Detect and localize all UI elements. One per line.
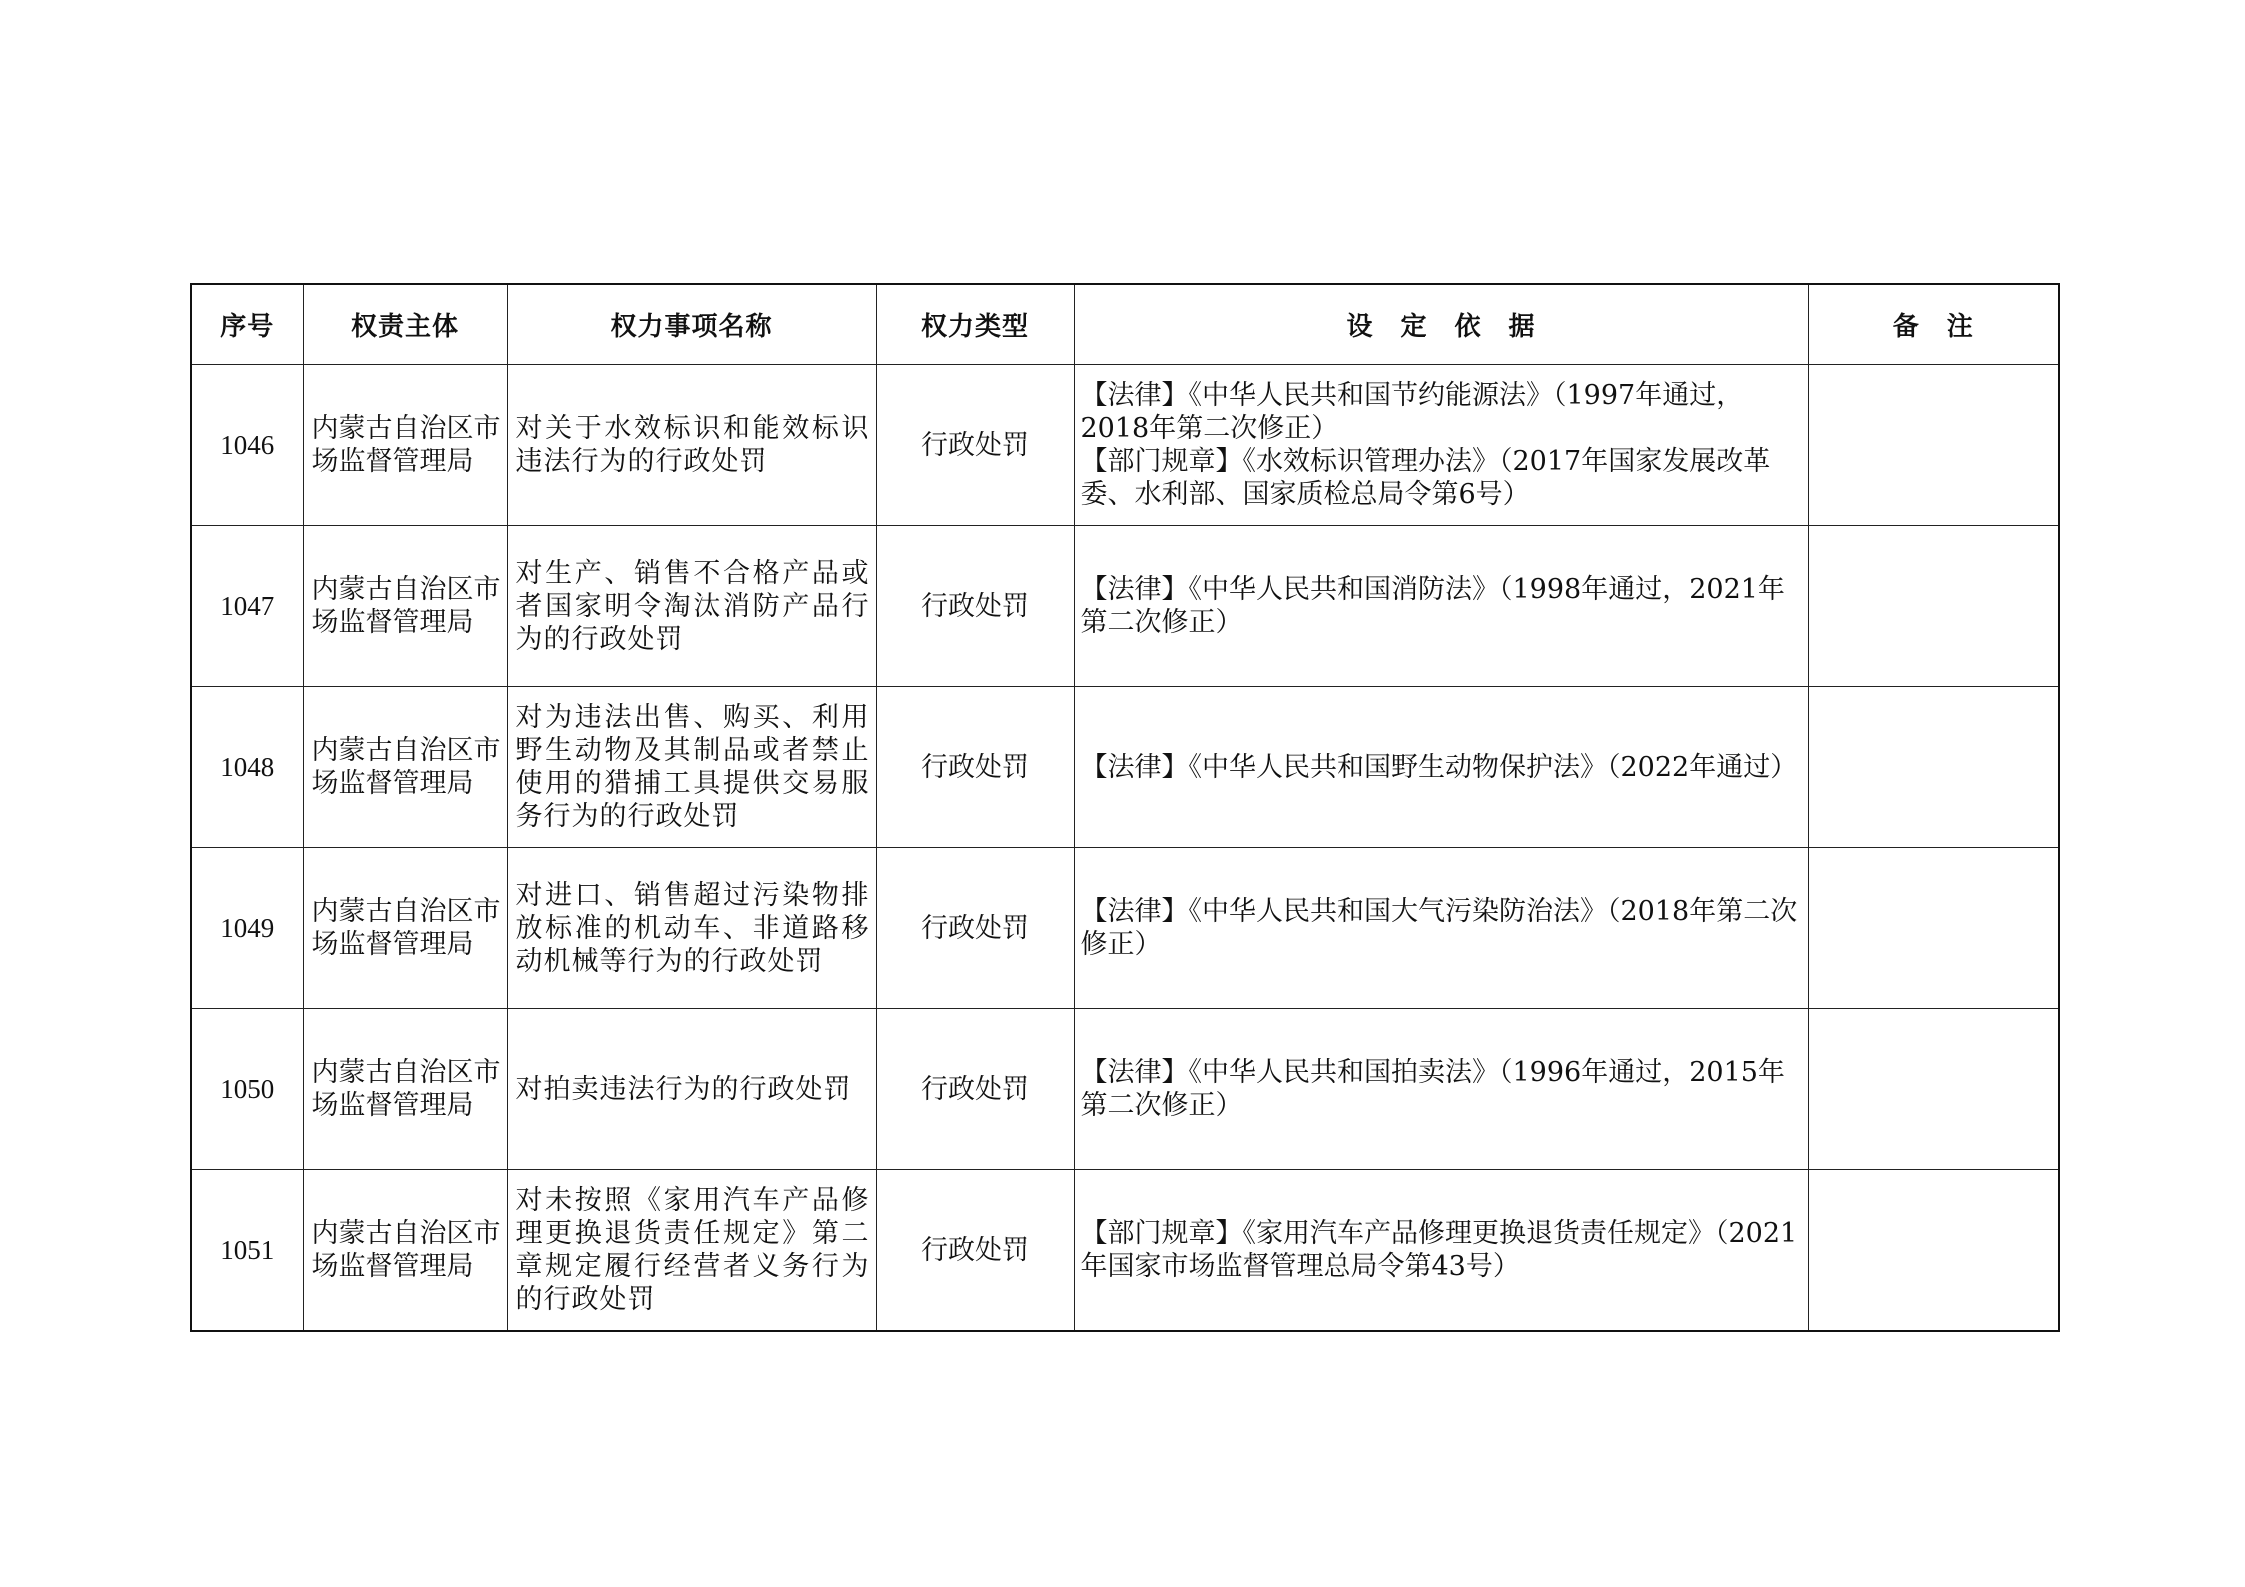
cell-seq: 1051 <box>191 1170 303 1332</box>
cell-basis <box>1074 526 1808 687</box>
cell-type: 行政处罚 <box>876 687 1074 848</box>
cell-seq: 1046 <box>191 365 303 526</box>
table-header <box>191 284 2059 365</box>
header-row <box>191 284 2059 365</box>
cell-type: 行政处罚 <box>876 1170 1074 1332</box>
basis-line: 【部门规章】《水效标识管理办法》（2017年国家发展改革委、水利部、国家质检总局令第6号） <box>1080 446 1771 510</box>
cell-remark <box>1808 365 2059 526</box>
basis-line: 【法律】《中华人民共和国拍卖法》（1996年通过，2015年第二次修正） <box>1080 1057 1785 1121</box>
table-body <box>191 365 2059 1332</box>
cell-item: 对未按照《家用汽车产品修理更换退货责任规定》第二章规定履行经营者义务行为的行政处罚 <box>507 1170 876 1332</box>
table-row <box>191 526 2059 687</box>
basis-line: 【法律】《中华人民共和国大气污染防治法》（2018年第二次修正） <box>1080 896 1798 960</box>
table-row <box>191 365 2059 526</box>
cell-seq: 1047 <box>191 526 303 687</box>
header-seq: 序号 <box>191 284 303 365</box>
cell-type: 行政处罚 <box>876 1009 1074 1170</box>
table-row <box>191 848 2059 1009</box>
cell-type: 行政处罚 <box>876 526 1074 687</box>
header-basis: 设 定 依 据 <box>1074 284 1808 365</box>
cell-subject: 内蒙古自治区市场监督管理局 <box>303 848 507 1009</box>
cell-subject: 内蒙古自治区市场监督管理局 <box>303 1009 507 1170</box>
cell-item: 对关于水效标识和能效标识违法行为的行政处罚 <box>507 365 876 526</box>
header-remark: 备 注 <box>1808 284 2059 365</box>
cell-type: 行政处罚 <box>876 365 1074 526</box>
basis-line: 【部门规章】《家用汽车产品修理更换退货责任规定》（2021年国家市场监督管理总局令第43号） <box>1080 1218 1798 1282</box>
cell-subject: 内蒙古自治区市场监督管理局 <box>303 526 507 687</box>
cell-subject: 内蒙古自治区市场监督管理局 <box>303 687 507 848</box>
table-row <box>191 1170 2059 1332</box>
cell-basis <box>1074 1170 1808 1332</box>
table-row <box>191 1009 2059 1170</box>
cell-remark <box>1808 526 2059 687</box>
cell-basis <box>1074 687 1808 848</box>
cell-seq: 1050 <box>191 1009 303 1170</box>
cell-remark <box>1808 1009 2059 1170</box>
cell-seq: 1049 <box>191 848 303 1009</box>
basis-line: 【法律】《中华人民共和国节约能源法》（1997年通过，2018年第二次修正） <box>1080 380 1744 444</box>
cell-basis <box>1074 1009 1808 1170</box>
cell-basis <box>1074 365 1808 526</box>
cell-seq: 1048 <box>191 687 303 848</box>
header-item: 权力事项名称 <box>507 284 876 365</box>
table-row <box>191 687 2059 848</box>
header-type: 权力类型 <box>876 284 1074 365</box>
cell-subject: 内蒙古自治区市场监督管理局 <box>303 365 507 526</box>
cell-item: 对生产、销售不合格产品或者国家明令淘汰消防产品行为的行政处罚 <box>507 526 876 687</box>
basis-line: 【法律】《中华人民共和国野生动物保护法》（2022年通过） <box>1080 751 1798 783</box>
basis-line: 【法律】《中华人民共和国消防法》（1998年通过，2021年第二次修正） <box>1080 574 1785 638</box>
cell-item: 对拍卖违法行为的行政处罚 <box>507 1009 876 1170</box>
cell-basis <box>1074 848 1808 1009</box>
power-list-table <box>190 283 2060 1332</box>
cell-type: 行政处罚 <box>876 848 1074 1009</box>
header-subject: 权责主体 <box>303 284 507 365</box>
cell-remark <box>1808 848 2059 1009</box>
cell-remark <box>1808 1170 2059 1332</box>
cell-item: 对为违法出售、购买、利用野生动物及其制品或者禁止使用的猎捕工具提供交易服务行为的行政处罚 <box>507 687 876 848</box>
cell-remark <box>1808 687 2059 848</box>
cell-subject: 内蒙古自治区市场监督管理局 <box>303 1170 507 1332</box>
cell-item: 对进口、销售超过污染物排放标准的机动车、非道路移动机械等行为的行政处罚 <box>507 848 876 1009</box>
